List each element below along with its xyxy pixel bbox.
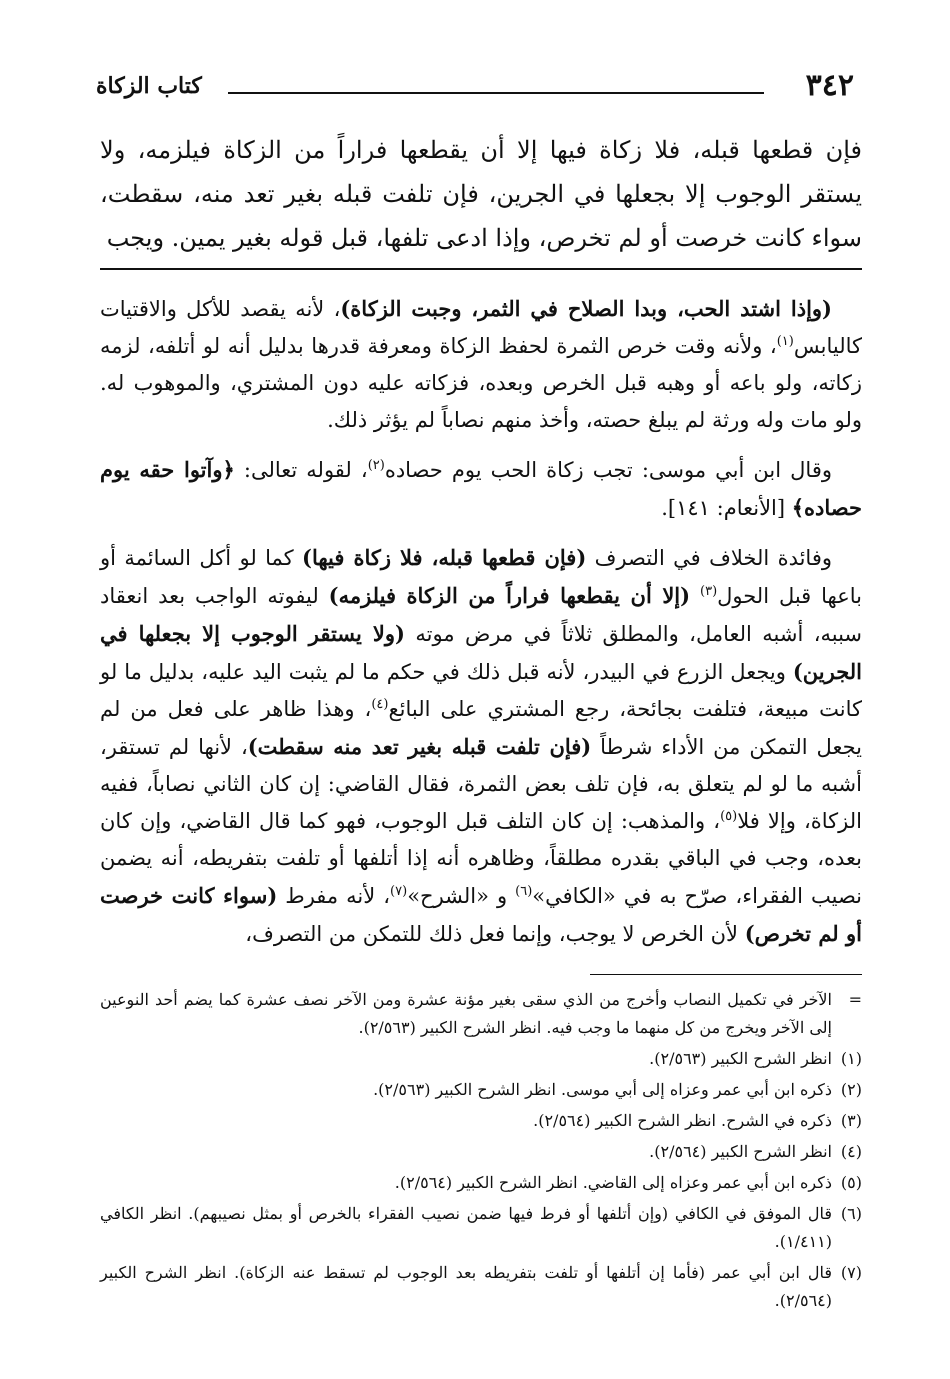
footnote-ref: (٦) <box>515 884 533 899</box>
commentary-paragraph-2 <box>100 451 862 527</box>
commentary-text: ، ولأنه وقت خرص الثمرة لحفظ الزكاة ومعرفة قدرها بدليل أنه لو أتلفه، لزمه زكاته، ولو باعه أو وهبه قبل الخرص وبعده، فزكاته عليه دون المشتري، والموهوب له. ولو مات وله ورثة لم يبلغ حصته، وأخذ منهم نصاباً لم يؤثر ذلك. <box>100 334 862 432</box>
commentary-paragraph-3 <box>100 539 862 953</box>
footnote <box>100 1107 862 1135</box>
quoted-matn: (إلا أن يقطعها فراراً من الزكاة فيلزمه) <box>328 583 691 608</box>
commentary-text <box>690 584 700 608</box>
commentary-text: ليفوته الواجب بعد انعقاد سببه، أشبه العامل، والمطلق ثلاثاً في مرض موته <box>100 584 862 646</box>
commentary-text: وفائدة الخلاف في التصرف <box>586 546 833 570</box>
footnote-text: ذكره في الشرح. انظر الشرح الكبير (٢/٥٦٤). <box>533 1111 832 1130</box>
commentary-text: [الأنعام: ١٤١]. <box>661 496 792 520</box>
quoted-matn: (وإذا اشتد الحب، وبدا الصلاح في الثمر، وجبت الزكاة) <box>340 296 832 321</box>
footnote-ref: (٥) <box>720 809 738 824</box>
footnotes <box>100 986 862 1318</box>
footnote-ref: (٢) <box>367 458 385 473</box>
commentary-text: ، لأنها لم تستقر، أشبه ما لو لم يتعلق به، فإن تلف بعض الثمرة، فقال القاضي: إن كان الثاني نصاباً، ففيه الزكاة، وإلا فلا <box>100 735 862 833</box>
quoted-matn: (فإن تلفت قبله بغير تعد منه سقطت) <box>247 734 592 759</box>
page-header <box>96 66 854 106</box>
page-number: ٣٤٢ <box>805 68 854 103</box>
commentary-text: ، لأنه مفرط <box>277 884 391 908</box>
footnote-number: = <box>848 990 862 1009</box>
commentary-text: ويجعل الزرع في البيدر، لأنه قبل ذلك في حكم ما لم يثبت اليد عليه، بدليل ما لو كانت مبيعة، فتلفت بجائحة، رجع المشتري على البائع <box>100 660 863 721</box>
commentary-text: ، لأنه يقصد للأكل والاقتيات كاليابس <box>100 297 862 358</box>
footnote <box>100 1259 862 1315</box>
footnote <box>100 1076 862 1104</box>
commentary-text: ، لقوله تعالى: <box>234 458 368 482</box>
footnote-text: ذكره ابن أبي عمر وعزاه إلى أبي موسى. انظر الشرح الكبير (٢/٥٦٣). <box>373 1080 832 1099</box>
footnote <box>100 1045 862 1073</box>
footnote-number: (٢) <box>840 1080 862 1099</box>
footnote-text: انظر الشرح الكبير (٢/٥٦٤). <box>649 1142 832 1161</box>
commentary-text: لأن الخرص لا يوجب، وإنما فعل ذلك للتمكن من التصرف، <box>245 922 745 946</box>
running-title: كتاب الزكاة <box>96 73 202 99</box>
footnote-ref: (٧) <box>390 884 408 899</box>
commentary-text: ، والمذهب: إن كان التلف قبل الوجوب، فهو كما قال القاضي، وإن كان بعده، وجب في الباقي بقدره مطلقاً، وظاهره أنه إذا أتلفها أو تلفت بتفريطه، أنه يضمن نصيب الفقراء، صرّح به في «الكافي» <box>100 809 862 908</box>
commentary-text: وقال ابن أبي موسى: تجب زكاة الحب يوم حصاده <box>384 458 832 482</box>
commentary-text: ، وهذا ظاهر على فعل من لم يجعل التمكن من الأداء شرطاً <box>100 697 862 759</box>
quoted-matn: (سواء كانت خرصت أو لم تخرص) <box>100 883 862 946</box>
footnote-number: (٣) <box>840 1111 862 1130</box>
matn-separator <box>100 268 862 270</box>
commentary <box>100 290 862 965</box>
footnote <box>100 1138 862 1166</box>
footnote-text: قال ابن أبي عمر (فأما إن أتلفها أو تلفت بتفريطه بعد الوجوب لم تسقط عنه الزكاة). انظر الشرح الكبير (٢/٥٦٤). <box>100 1263 832 1310</box>
matn-line: الوجوب إلا بجعلها في الجرين، فإن تلفت قبله بغير تعد منه، سقطت، سواء <box>100 180 862 252</box>
header-rule <box>228 92 764 94</box>
footnote-number: (٦) <box>840 1204 862 1223</box>
commentary-paragraph-1 <box>100 290 862 439</box>
commentary-text: و «الشرح» <box>407 884 516 908</box>
footnote-ref: (١) <box>776 334 794 349</box>
commentary-text: كما لو أكل السائمة أو باعها قبل الحول <box>100 546 862 608</box>
footnote <box>100 1169 862 1197</box>
footnote-number: (٤) <box>840 1142 862 1161</box>
footnote <box>100 1200 862 1256</box>
footnote-number: (٧) <box>840 1263 862 1282</box>
footnote-text: الآخر في تكميل النصاب وأخرج من الذي سقى بغير مؤنة عشرة ومن الآخر نصف عشرة كما يضم أحد النوعين إلى الآخر ويخرج من كل منهما ما وجب فيه. انظر الشرح الكبير (٢/٥٦٣). <box>100 990 832 1037</box>
footnote <box>100 986 862 1042</box>
quoted-matn: (ولا يستقر الوجوب إلا بجعلها في الجرين) <box>100 621 862 684</box>
footnote-text: انظر الشرح الكبير (٢/٥٦٣). <box>649 1049 832 1068</box>
quran-verse: ﴿وآتوا حقه يوم حصاده﴾ <box>100 457 862 520</box>
footnote-text: قال الموفق في الكافي (وإن أتلفها أو فرط فيها ضمن نصيب الفقراء بالخرص أو بمثل نصيبهم). انظر الكافي (١/٤١١). <box>100 1204 832 1251</box>
footnote-number: (٥) <box>840 1173 862 1192</box>
matn-text <box>100 128 862 260</box>
footnote-ref: (٣) <box>700 584 718 599</box>
footnote-ref: (٤) <box>371 697 389 712</box>
footnote-number: (١) <box>840 1049 862 1068</box>
matn-line: فإن قطعها قبله، فلا زكاة فيها إلا أن يقطعها فراراً من الزكاة فيلزمه، ولا يستقر <box>100 136 862 208</box>
footnote-text: ذكره ابن أبي عمر وعزاه إلى القاضي. انظر الشرح الكبير (٢/٥٦٤). <box>394 1173 832 1192</box>
footnote-separator <box>590 974 862 975</box>
quoted-matn: (فإن قطعها قبله، فلا زكاة فيها) <box>302 545 587 570</box>
matn-line: كانت خرصت أو لم تخرص، وإذا ادعى تلفها، قبل قوله بغير يمين. ويجب <box>106 224 804 252</box>
